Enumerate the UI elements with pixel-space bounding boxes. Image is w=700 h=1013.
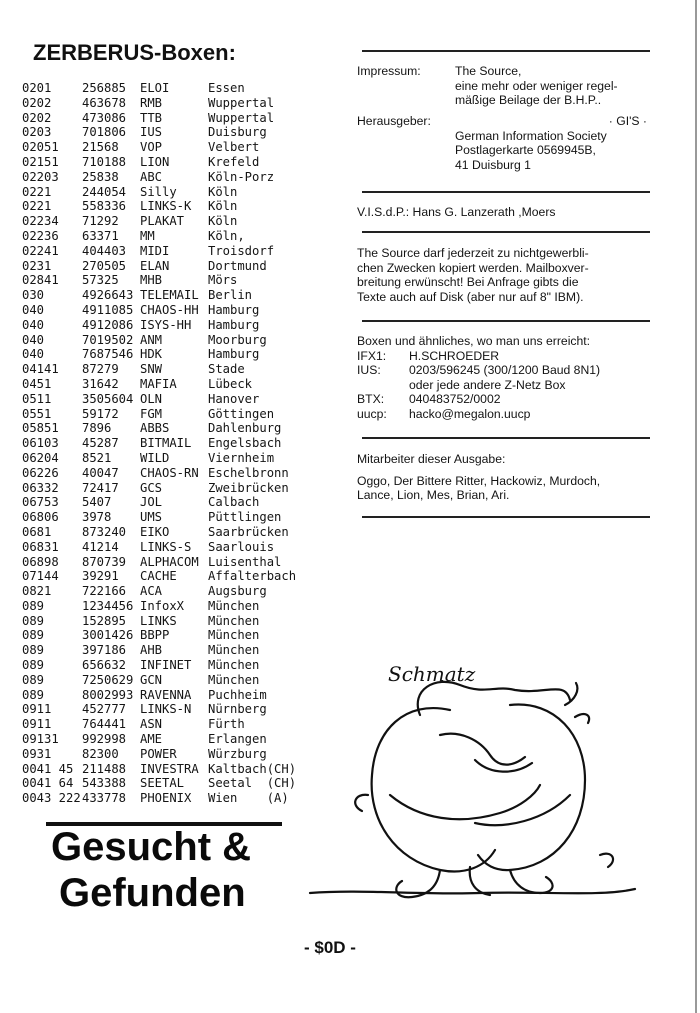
phone-number: 8002993 xyxy=(82,687,134,702)
city: Püttlingen xyxy=(208,510,282,525)
page-number: - $0D - xyxy=(304,938,356,957)
box-name: BBPP xyxy=(140,628,170,643)
box-name: InfoxX xyxy=(140,598,185,613)
city: Stade xyxy=(208,362,245,377)
staff-line: Oggo, Der Bittere Ritter, Hackowiz, Murdoch, xyxy=(357,473,601,488)
staff-block xyxy=(357,452,652,503)
box-name: ALPHACOM xyxy=(140,554,199,569)
contact-row xyxy=(357,378,652,393)
area-code: 089 xyxy=(22,628,45,643)
copy-notice-line: The Source darf jederzeit zu nichtgewerbli- xyxy=(357,246,589,260)
box-name: MIDI xyxy=(140,243,170,258)
box-name: MM xyxy=(140,228,155,243)
box-name: PHOENIX xyxy=(140,791,192,806)
cartoon-signature: Schmatz xyxy=(388,662,476,686)
phone-number: 82300 xyxy=(82,746,119,761)
city: Hamburg xyxy=(208,302,260,317)
city: Saarlouis xyxy=(208,539,275,554)
contact-key: IUS: xyxy=(357,363,381,378)
area-code: 06226 xyxy=(22,465,59,480)
contact-key: BTX: xyxy=(357,392,385,407)
area-code: 0041 64 xyxy=(22,776,74,791)
box-name: OLN xyxy=(140,391,163,406)
box-name: CHAOS-HH xyxy=(140,302,199,317)
impressum-line: mäßige Beilage der B.H.P.. xyxy=(455,93,602,108)
copy-notice-line: Texte auch auf Disk (aber nur auf 8" IBM). xyxy=(357,289,584,304)
box-name: CACHE xyxy=(140,569,177,584)
area-code: 06332 xyxy=(22,480,59,495)
box-name: IUS xyxy=(140,125,163,140)
box-name: SEETAL xyxy=(140,776,185,791)
phone-number: 7687546 xyxy=(82,347,134,362)
phone-number: 40047 xyxy=(82,465,119,480)
phone-number: 701806 xyxy=(82,125,127,140)
contact-key: IFX1: xyxy=(357,348,387,363)
city: Hanover xyxy=(208,391,260,406)
city: Wien (A) xyxy=(208,791,289,806)
area-code: 0451 xyxy=(22,376,52,391)
city: Lübeck xyxy=(208,376,253,391)
area-code: 030 xyxy=(22,288,45,303)
area-code: 0551 xyxy=(22,406,52,421)
area-code: 0041 45 xyxy=(22,761,74,776)
phone-number: 41214 xyxy=(82,539,119,554)
phone-number: 710188 xyxy=(82,154,127,169)
phone-number: 57325 xyxy=(82,273,119,288)
city: Wuppertal xyxy=(208,110,275,125)
box-name: MHB xyxy=(140,273,163,288)
area-code: 0911 xyxy=(22,717,52,732)
divider xyxy=(362,191,650,193)
phone-number: 72417 xyxy=(82,480,119,495)
area-code: 089 xyxy=(22,687,45,702)
area-code: 0931 xyxy=(22,746,52,761)
contact-value: oder jede andere Z-Netz Box xyxy=(409,377,566,392)
box-name: ABC xyxy=(140,169,163,184)
area-code: 06753 xyxy=(22,495,59,510)
area-code: 0681 xyxy=(22,524,52,539)
area-code: 06831 xyxy=(22,539,59,554)
city: Hamburg xyxy=(208,317,260,332)
box-name: WILD xyxy=(140,450,170,465)
phone-number: 558336 xyxy=(82,199,127,214)
box-name: LINKS-N xyxy=(140,702,192,717)
city: Calbach xyxy=(208,495,260,510)
box-name: LINKS xyxy=(140,613,177,628)
gesucht-gefunden-heading xyxy=(45,824,295,916)
city: Duisburg xyxy=(208,125,267,140)
box-name: AHB xyxy=(140,643,163,658)
box-name: LINKS-K xyxy=(140,199,192,214)
area-code: 0221 xyxy=(22,184,52,199)
zerberus-title: ZERBERUS-Boxen: xyxy=(33,40,236,65)
phone-number: 5407 xyxy=(82,495,112,510)
area-code: 089 xyxy=(22,613,45,628)
city: Saarbrücken xyxy=(208,524,289,539)
area-code: 09131 xyxy=(22,732,59,747)
contact-value: 0203/596245 (300/1200 Baud 8N1) xyxy=(409,363,601,378)
city: Erlangen xyxy=(208,732,267,747)
city: Troisdorf xyxy=(208,243,275,258)
city: München xyxy=(208,613,260,628)
city: Köln xyxy=(208,199,238,214)
area-code: 089 xyxy=(22,643,45,658)
area-code: 0043 222 xyxy=(22,791,81,806)
impressum-line: eine mehr oder weniger regel- xyxy=(455,78,618,93)
area-code: 04141 xyxy=(22,362,59,377)
city: München xyxy=(208,658,260,673)
phone-number: 992998 xyxy=(82,732,127,747)
area-code: 089 xyxy=(22,598,45,613)
city: Köln-Porz xyxy=(208,169,275,184)
box-name: FGM xyxy=(140,406,163,421)
phone-number: 463678 xyxy=(82,95,127,110)
phone-number: 3505604 xyxy=(82,391,134,406)
area-code: 089 xyxy=(22,672,45,687)
phone-number: 433778 xyxy=(82,791,127,806)
visdp-line: V.I.S.d.P.: Hans G. Lanzerath ,Moers xyxy=(357,205,556,219)
city: Würzburg xyxy=(208,746,267,761)
box-name: BITMAIL xyxy=(140,436,192,451)
contact-rows xyxy=(357,349,652,422)
area-code: 02236 xyxy=(22,228,59,243)
divider xyxy=(362,437,650,439)
publisher-line: 41 Duisburg 1 xyxy=(455,157,531,172)
box-name: TELEMAIL xyxy=(140,288,199,303)
contact-value: hacko@megalon.uucp xyxy=(409,406,531,421)
city: Köln, xyxy=(208,228,245,243)
phone-number: 397186 xyxy=(82,643,127,658)
box-name: GCN xyxy=(140,672,163,687)
box-name: GCS xyxy=(140,480,163,495)
phone-number: 452777 xyxy=(82,702,127,717)
box-name: EIKO xyxy=(140,524,170,539)
heading-line-2: Gefunden xyxy=(59,871,246,915)
box-name: RAVENNA xyxy=(140,687,192,702)
city: Hamburg xyxy=(208,347,260,362)
publisher-line: · GI'S · xyxy=(608,114,647,128)
copy-notice-line: breitung erwünscht! Bei Anfrage gibts die xyxy=(357,275,579,290)
city: München xyxy=(208,598,260,613)
area-code: 02234 xyxy=(22,214,59,229)
publisher-line: German Information Society xyxy=(455,128,607,143)
area-code: 06898 xyxy=(22,554,59,569)
area-code: 089 xyxy=(22,658,45,673)
phone-number: 59172 xyxy=(82,406,119,421)
staff-label: Mitarbeiter dieser Ausgabe: xyxy=(357,452,506,466)
area-code: 02151 xyxy=(22,154,59,169)
box-name: PLAKAT xyxy=(140,214,185,229)
area-code: 0202 xyxy=(22,95,52,110)
divider xyxy=(362,50,650,52)
contact-key: uucp: xyxy=(357,406,387,421)
phone-number: 87279 xyxy=(82,362,119,377)
area-code: 0201 xyxy=(22,81,52,95)
phone-number: 7250629 xyxy=(82,672,134,687)
area-code: 02203 xyxy=(22,169,59,184)
phone-number: 543388 xyxy=(82,776,127,791)
phone-number: 764441 xyxy=(82,717,127,732)
phone-number: 4912086 xyxy=(82,317,134,332)
city: Berlin xyxy=(208,288,253,303)
city: Wuppertal xyxy=(208,95,275,110)
publisher-line: Postlagerkarte 0569945B, xyxy=(455,143,596,158)
phone-number: 404403 xyxy=(82,243,127,258)
box-name: POWER xyxy=(140,746,177,761)
city: Kaltbach(CH) xyxy=(208,761,297,776)
area-code: 040 xyxy=(22,302,45,317)
city: Dortmund xyxy=(208,258,267,273)
phone-number: 39291 xyxy=(82,569,119,584)
contacts-block xyxy=(357,334,652,422)
city: Eschelbronn xyxy=(208,465,289,480)
area-code: 0202 xyxy=(22,110,52,125)
publisher-label: Herausgeber: xyxy=(357,114,431,128)
area-code: 0911 xyxy=(22,702,52,717)
box-name: JOL xyxy=(140,495,163,510)
city: Viernheim xyxy=(208,450,275,465)
phone-number: 7896 xyxy=(82,421,112,436)
divider xyxy=(362,516,650,518)
phone-number: 63371 xyxy=(82,228,119,243)
phone-number: 8521 xyxy=(82,450,112,465)
contact-row xyxy=(357,392,652,407)
heading-line-1: Gesucht & xyxy=(51,825,252,869)
phone-number: 211488 xyxy=(82,761,127,776)
area-code: 02051 xyxy=(22,140,59,155)
area-code: 06103 xyxy=(22,436,59,451)
box-name: VOP xyxy=(140,140,163,155)
box-name: INVESTRA xyxy=(140,761,199,776)
phone-number: 4911085 xyxy=(82,302,134,317)
city: Zweibrücken xyxy=(208,480,289,495)
page-edge xyxy=(695,0,697,1013)
box-name: ABBS xyxy=(140,421,170,436)
staff-line: Lance, Lion, Mes, Brian, Ari. xyxy=(357,488,510,503)
city: Krefeld xyxy=(208,154,260,169)
city: München xyxy=(208,628,260,643)
divider xyxy=(362,320,650,322)
area-code: 07144 xyxy=(22,569,59,584)
copy-notice-line: chen Zwecken kopiert werden. Mailboxver- xyxy=(357,260,589,275)
city: Köln xyxy=(208,214,238,229)
city: Puchheim xyxy=(208,687,267,702)
city: Fürth xyxy=(208,717,245,732)
box-name: HDK xyxy=(140,347,163,362)
box-name: LION xyxy=(140,154,170,169)
phone-number: 244054 xyxy=(82,184,127,199)
box-name: ISYS-HH xyxy=(140,317,192,332)
box-name: ELAN xyxy=(140,258,170,273)
box-name: ASN xyxy=(140,717,163,732)
box-name: INFINET xyxy=(140,658,192,673)
area-code: 06204 xyxy=(22,450,59,465)
box-name: ANM xyxy=(140,332,163,347)
box-name: SNW xyxy=(140,362,163,377)
impressum-block xyxy=(357,64,652,184)
hugging-figures-illustration xyxy=(300,645,645,915)
phone-number: 71292 xyxy=(82,214,119,229)
box-name: LINKS-S xyxy=(140,539,192,554)
phone-number: 4926643 xyxy=(82,288,134,303)
box-name: MAFIA xyxy=(140,376,177,391)
city: Mörs xyxy=(208,273,238,288)
contact-value: 040483752/0002 xyxy=(409,392,501,407)
phone-number: 656632 xyxy=(82,658,127,673)
phone-number: 25838 xyxy=(82,169,119,184)
impressum-label: Impressum: xyxy=(357,64,421,78)
divider xyxy=(362,231,650,233)
contacts-intro: Boxen und ähnliches, wo man uns erreicht: xyxy=(357,334,591,348)
phone-number: 3001426 xyxy=(82,628,134,643)
impressum-line: The Source, xyxy=(455,64,522,78)
contact-value: H.SCHROEDER xyxy=(409,348,500,363)
phone-number: 21568 xyxy=(82,140,119,155)
city: Nürnberg xyxy=(208,702,267,717)
area-code: 0231 xyxy=(22,258,52,273)
area-code: 02241 xyxy=(22,243,59,258)
area-code: 0821 xyxy=(22,584,52,599)
box-name: AME xyxy=(140,732,163,747)
phone-number: 31642 xyxy=(82,376,119,391)
city: Göttingen xyxy=(208,406,275,421)
city: Luisenthal xyxy=(208,554,282,569)
city: Seetal (CH) xyxy=(208,776,297,791)
box-name: RMB xyxy=(140,95,163,110)
area-code: 0221 xyxy=(22,199,52,214)
city: Augsburg xyxy=(208,584,267,599)
box-name: Silly xyxy=(140,184,177,199)
area-code: 05851 xyxy=(22,421,59,436)
box-name: ELOI xyxy=(140,81,170,95)
box-name: ACA xyxy=(140,584,163,599)
phone-number: 45287 xyxy=(82,436,119,451)
phone-number: 7019502 xyxy=(82,332,134,347)
phone-number: 3978 xyxy=(82,510,112,525)
area-code: 040 xyxy=(22,332,45,347)
phone-number: 873240 xyxy=(82,524,127,539)
box-name: TTB xyxy=(140,110,163,125)
contact-row xyxy=(357,407,652,422)
city: Dahlenburg xyxy=(208,421,282,436)
copy-notice xyxy=(357,246,652,304)
city: Essen xyxy=(208,81,245,95)
phone-number: 722166 xyxy=(82,584,127,599)
phone-number: 1234456 xyxy=(82,598,134,613)
phone-number: 256885 xyxy=(82,81,127,95)
phone-number: 870739 xyxy=(82,554,127,569)
contact-row xyxy=(357,349,652,364)
area-code: 040 xyxy=(22,347,45,362)
phone-number: 270505 xyxy=(82,258,127,273)
box-name: CHAOS-RN xyxy=(140,465,199,480)
city: Affalterbach xyxy=(208,569,297,584)
city: München xyxy=(208,672,260,687)
city: Moorburg xyxy=(208,332,267,347)
area-code: 0511 xyxy=(22,391,52,406)
city: München xyxy=(208,643,260,658)
area-code: 06806 xyxy=(22,510,59,525)
area-code: 02841 xyxy=(22,273,59,288)
box-name: UMS xyxy=(140,510,163,525)
city: Velbert xyxy=(208,140,260,155)
city: Engelsbach xyxy=(208,436,282,451)
area-code: 040 xyxy=(22,317,45,332)
city: Köln xyxy=(208,184,238,199)
area-code: 0203 xyxy=(22,125,52,140)
contact-row xyxy=(357,363,652,378)
phone-number: 473086 xyxy=(82,110,127,125)
phone-number: 152895 xyxy=(82,613,127,628)
